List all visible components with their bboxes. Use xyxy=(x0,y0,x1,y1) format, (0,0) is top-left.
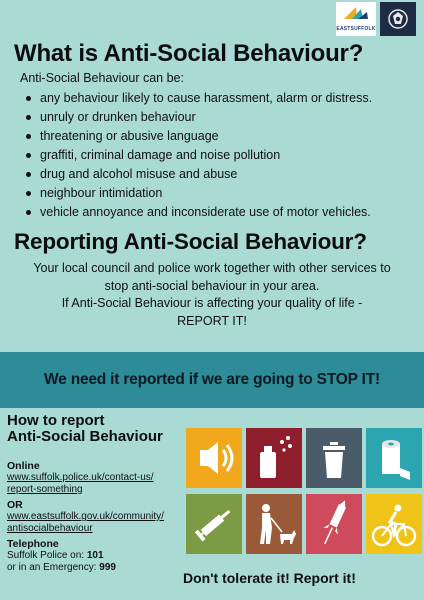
banner xyxy=(0,352,424,408)
list-item: threatening or abusive language xyxy=(20,127,372,146)
list-item: vehicle annoyance and inconsiderate use of motor vehicles. xyxy=(20,203,372,222)
east-suffolk-logo: EASTSUFFOLK xyxy=(336,2,376,36)
noise-speaker-icon xyxy=(186,428,242,488)
list-item: graffiti, criminal damage and noise pollution xyxy=(20,146,372,165)
page-title: What is Anti-Social Behaviour? xyxy=(14,40,364,67)
banner-text: We need it reported if we are going to STOP IT! xyxy=(44,371,380,388)
telephone-label: Telephone xyxy=(7,538,59,550)
list-item: neighbour intimidation xyxy=(20,184,372,203)
reporting-title: Reporting Anti-Social Behaviour? xyxy=(14,229,367,254)
reporting-text xyxy=(0,260,424,330)
online-label: Online xyxy=(7,460,40,472)
intro-text: Anti-Social Behaviour can be: xyxy=(20,71,184,85)
tagline: Don't tolerate it! Report it! xyxy=(183,570,356,586)
reporting-line: REPORT IT! xyxy=(177,313,247,328)
police-crest-icon xyxy=(380,2,416,36)
toilet-roll-icon xyxy=(366,428,422,488)
logos xyxy=(336,2,416,36)
council-report-link[interactable]: www.eastsuffolk.gov.uk/community/ antisocialbehaviour xyxy=(7,511,164,534)
litter-bin-icon xyxy=(306,428,362,488)
icon-grid xyxy=(186,428,424,554)
behaviour-list xyxy=(20,89,372,222)
how-to-report-section xyxy=(0,408,424,600)
syringe-icon xyxy=(186,494,242,554)
how-to-title-line: How to report xyxy=(7,412,105,429)
firework-icon xyxy=(306,494,362,554)
how-to-title xyxy=(7,413,163,445)
or-label: OR xyxy=(7,499,23,511)
reporting-line: If Anti-Social Behaviour is affecting your quality of life - xyxy=(61,296,363,310)
cyclist-icon xyxy=(366,494,422,554)
police-phone: Suffolk Police on: 101 xyxy=(7,550,104,561)
reporting-line: Your local council and police work together with other services to xyxy=(33,261,391,275)
list-item: drug and alcohol misuse and abuse xyxy=(20,165,372,184)
list-item: unruly or drunken behaviour xyxy=(20,108,372,127)
contact-details xyxy=(7,460,164,574)
dog-walker-icon xyxy=(246,494,302,554)
police-report-link[interactable]: www.suffolk.police.uk/contact-us/ report-something xyxy=(7,472,154,495)
emergency-phone: or in an Emergency: 999 xyxy=(7,562,116,573)
list-item: any behaviour likely to cause harassment, alarm or distress. xyxy=(20,89,372,108)
how-to-title-line: Anti-Social Behaviour xyxy=(7,428,163,445)
reporting-line: stop anti-social behaviour in your area. xyxy=(104,278,320,293)
spray-paint-icon xyxy=(246,428,302,488)
